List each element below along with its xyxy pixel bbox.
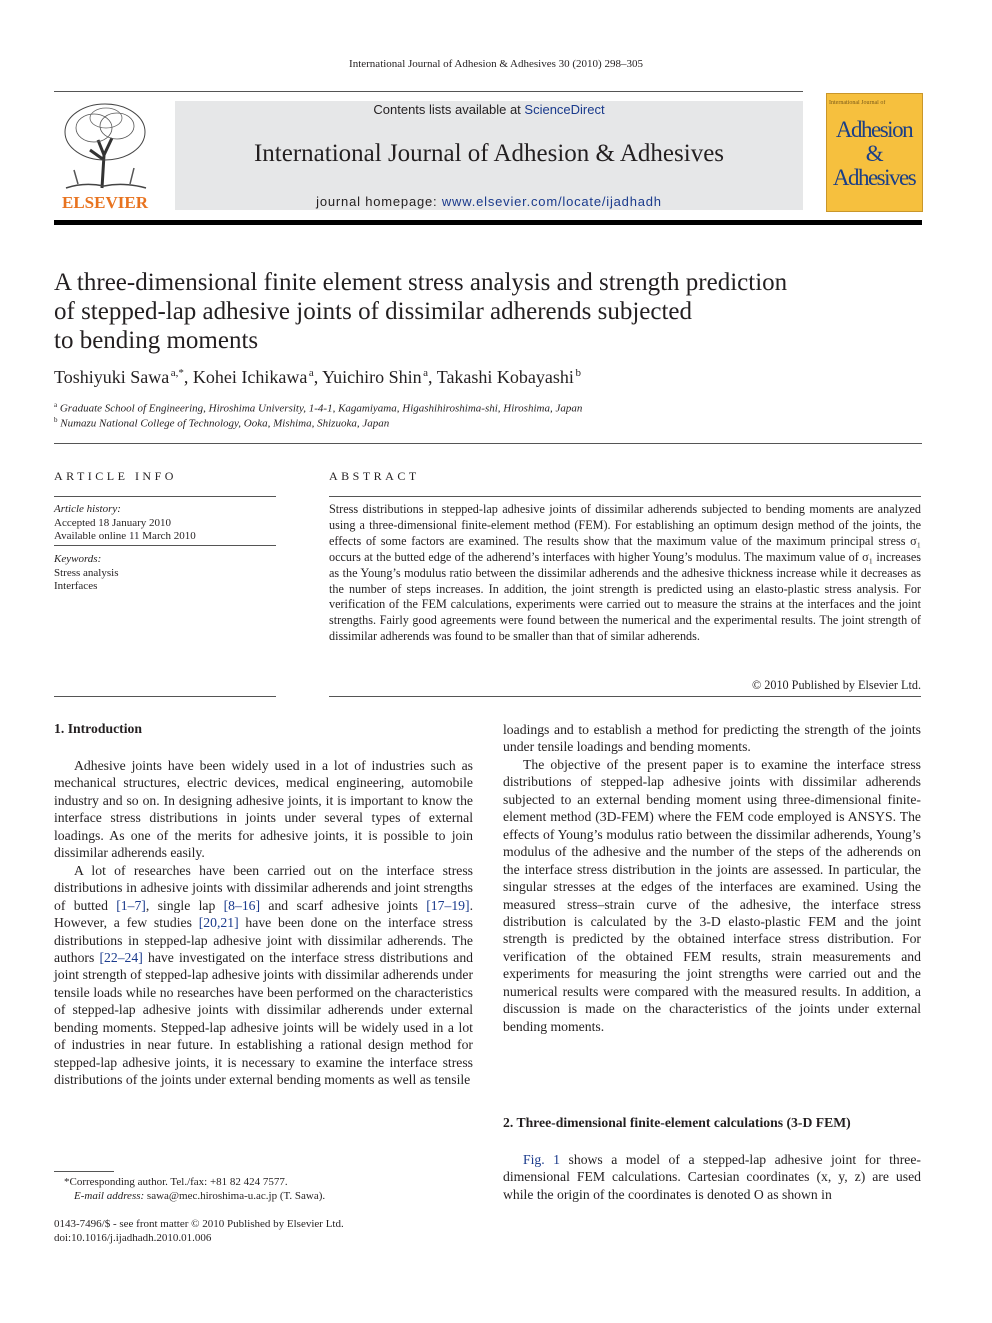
reference-link[interactable]: [8–16] — [223, 897, 261, 913]
author-name[interactable]: Yuichiro Shin — [322, 367, 422, 387]
affiliation — [54, 401, 914, 415]
intro-heading: 1. Introduction — [54, 721, 142, 736]
tree-icon — [54, 100, 156, 192]
text-run: shows a model of a stepped-lap adhesive joint for three-dimensional FEM calculations. Cartesian coordinates (x, y, z) are used while the origin of the coordinates is denoted O as shown in — [503, 1152, 921, 1202]
intro-paragraph-4: The objective of the present paper is to examine the interface stress distributions of stepped-lap adhesive joints with dissimilar adherends subjected to an external bending moment using three-dimensional finite-element method (3D-FEM) where the FEM code employed is ANSYS. The effects of Young’s modulus ratio between the dissimilar adherends, Young’s modulus of the adhesive and the number of the steps of the adherends on the interface stress distribution in the joints are assessed. In particular, the singular stresses at the edges of the interfaces are examined. Using the measured stress–strain curve of the adhesive, the interface stress distribution is calculated by the 3-D elasto-plastic FEM and the joint strength is predicted by the obtained interface stress distribution. For verification of the obtained FEM results, strain measurements and experiments for measuring the joint strengths were carried out and the numerical results were compared with the measured results. In addition, a discussion is made on the characteristics of the joints under external bending moments. — [503, 756, 921, 1034]
email-note — [74, 1189, 494, 1203]
contents-line — [175, 102, 803, 117]
article-info-heading: ARTICLE INFO — [54, 469, 177, 483]
reference-link[interactable]: [22–24] — [99, 949, 143, 965]
title-block-rule — [54, 443, 922, 444]
abstract-rule — [329, 696, 921, 697]
author-sup: a — [308, 367, 314, 379]
cover-title-line: Adhesives — [832, 165, 916, 190]
cover-top-text: International Journal of — [829, 100, 886, 106]
author-sup: a — [423, 367, 429, 379]
article-history — [54, 503, 276, 544]
reference-link[interactable]: [20,21] — [198, 915, 239, 931]
email-address[interactable]: sawa@mec.hiroshima-u.ac.jp (T. Sawa). — [144, 1190, 326, 1202]
text-run: . However, a few studies — [54, 897, 473, 931]
info-rule — [54, 496, 276, 497]
author-name[interactable]: Kohei Ichikawa — [192, 367, 308, 387]
title-line: of stepped-lap adhesive joints of dissimilar adherends subjected — [54, 298, 693, 325]
journal-citation: International Journal of Adhesion & Adhesives 30 (2010) 298–305 — [349, 58, 643, 70]
section2-paragraph — [503, 1151, 921, 1203]
figure-link[interactable]: Fig. 1 — [523, 1152, 561, 1167]
info-rule — [54, 545, 276, 546]
doi-line[interactable]: doi:10.1016/j.ijadhadh.2010.01.006 — [54, 1232, 212, 1244]
affiliation — [54, 416, 914, 430]
header-top-rule — [54, 91, 803, 92]
author-sep: , — [313, 367, 323, 387]
homepage-link[interactable]: www.elsevier.com/locate/ijadhadh — [441, 194, 662, 209]
available-date: Available online 11 March 2010 — [54, 530, 196, 542]
contents-prefix: Contents lists available at — [373, 102, 525, 117]
header-thick-rule — [54, 220, 922, 225]
email-label: E-mail address: — [74, 1190, 145, 1202]
author-sup: a,* — [170, 367, 184, 379]
keywords — [54, 553, 276, 594]
history-label: Article history: — [54, 503, 121, 515]
reference-link[interactable]: [17–19] — [426, 897, 470, 913]
author-list — [54, 367, 914, 388]
affiliation-text: Numazu National College of Technology, Ooka, Mishima, Shizuoka, Japan — [60, 417, 390, 430]
author-sup: b — [575, 367, 581, 379]
abstract-rule — [329, 496, 921, 497]
intro-left-column — [54, 757, 473, 1089]
keywords-label: Keywords: — [54, 553, 102, 565]
affiliation-mark: a — [54, 401, 58, 409]
footnote-rule — [54, 1171, 114, 1172]
affiliation-text: Graduate School of Engineering, Hiroshima University, 1-4-1, Kagamiyama, Higashihiroshima-shi, Hiroshima, Japan — [59, 402, 583, 415]
abstract-heading: ABSTRACT — [329, 469, 420, 483]
journal-homepage — [175, 194, 803, 209]
text-run: have been done on the interface stress distributions in stepped-lap adhesive joint with dissimilar adherends. The authors — [54, 915, 473, 965]
text-run: , single lap — [145, 897, 224, 913]
reference-link[interactable]: [1–7] — [116, 897, 146, 913]
intro-paragraph-2 — [54, 862, 473, 1089]
cover-title — [828, 118, 920, 190]
intro-paragraph-1: Adhesive joints have been widely used in a lot of industries such as mechanical structures, electric devices, medical engineering, automobile industry and so on. In designing adhesive joints, it is important to know the interface stress distributions in joints under several types of external loadings. As one of the merits for adhesive joints, it is possible to join dissimilar adherends easily. — [54, 758, 473, 861]
abstract-text: Stress distributions in stepped-lap adhesive joints of dissimilar adherends subjected to bending moments are analyzed using a three-dimensional finite-element method (FEM). For establishing an optimum design method of the joints, the effects of some factors are examined. The results show that the maximum value of the maximum principal stress σ₁ occurs at the butted edge of the adherend’s interfaces with higher Young’s modulus. The maximum value of σ₁ increases as the Young’s modulus ratio between the dissimilar adherends and the adhesive thickness increase while it decreases as the number of steps increases. In addition, the joint strength is predicted using an elasto-plastic stress analysis. For verification of the FEM calculations, experiments were carried out to measure the strains at the interfaces and the joint strengths. Fairly good agreements were found between the numerical and the experimental results. The joint strength of dissimilar adherends was found to be smaller than that of similar adherends. — [329, 502, 921, 644]
abstract-copyright: © 2010 Published by Elsevier Ltd. — [751, 678, 921, 692]
author-sep: , — [428, 367, 437, 387]
text-run: and scarf adhesive joints — [260, 897, 427, 913]
homepage-prefix: journal homepage: — [316, 194, 442, 209]
text-run: have investigated on the interface stress distributions and joint strength of stepped-lap adhesive joints with dissimilar adherends under tensile loads while no researches have been performed on the characteristics of stepped-lap adhesive joints with dissimilar adherends under external bending moments. Stepped-lap adhesive joints will be widely used in a lot of industries in near future. In establishing a rational design method for stepped-lap adhesive joints, it is necessary to examine the interface stress distributions of the joints under external bending moments as well as tensile — [54, 949, 474, 1088]
section2-heading: 2. Three-dimensional finite-element calculations (3-D FEM) — [503, 1115, 851, 1130]
affiliation-mark: b — [54, 416, 58, 424]
title-line: to bending moments — [54, 327, 259, 354]
author-sep: , — [183, 367, 193, 387]
keyword: Interfaces — [54, 580, 98, 592]
accepted-date: Accepted 18 January 2010 — [54, 516, 171, 529]
section2-text — [503, 1151, 921, 1203]
intro-paragraph-3: loadings and to establish a method for predicting the strength of the joints under tensile loadings and bending moments. — [503, 722, 921, 755]
keyword: Stress analysis — [54, 566, 119, 579]
info-rule — [54, 696, 276, 697]
corresponding-author-note: *Corresponding author. Tel./fax: +81 82 424 7577. — [64, 1176, 288, 1188]
sciencedirect-link[interactable]: ScienceDirect — [524, 102, 605, 117]
issn-line: 0143-7496/$ - see front matter © 2010 Published by Elsevier Ltd. — [54, 1218, 344, 1230]
journal-name: International Journal of Adhesion & Adhesives — [253, 140, 725, 167]
text-run: A lot of researches have been carried out on the interface stress distributions in adhesive joints with dissimilar adherends and joint strengths of butted — [54, 862, 473, 913]
author-name[interactable]: Toshiyuki Sawa — [54, 367, 170, 387]
elsevier-wordmark: ELSEVIER — [62, 193, 148, 212]
author-name[interactable]: Takashi Kobayashi — [436, 367, 574, 387]
article-title — [54, 268, 914, 355]
intro-right-column — [503, 721, 921, 1035]
title-line: A three-dimensional finite element stress analysis and strength prediction — [54, 269, 788, 296]
cover-title-line: Adhesion & — [835, 117, 913, 166]
